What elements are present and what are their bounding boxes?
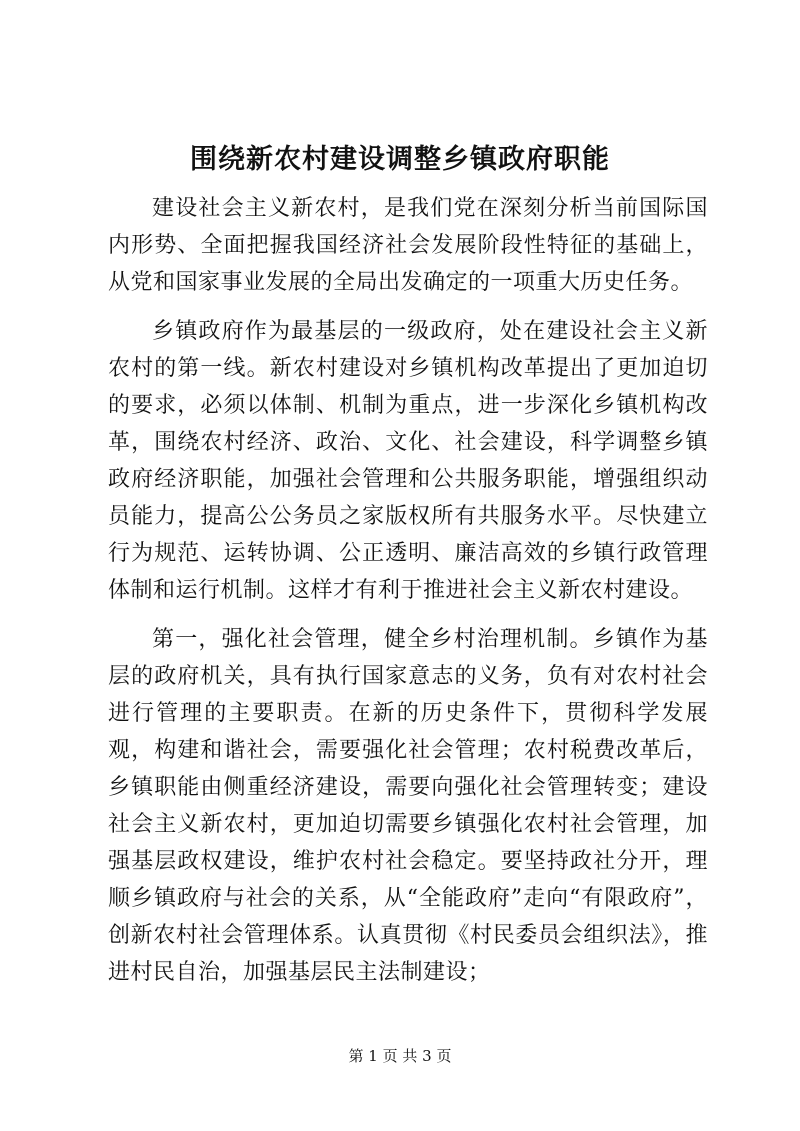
paragraph-1: 建设社会主义新农村，是我们党在深刻分析当前国际国内形势、全面把握我国经济社会发展阶段性特征的基础上，从党和国家事业发展的全局出发确定的一项重大历史任务。	[108, 196, 708, 295]
document-title: 围绕新农村建设调整乡镇政府职能	[190, 144, 610, 175]
page-footer: 第 1 页 共 3 页	[348, 1047, 452, 1065]
document-body	[108, 190, 708, 1003]
paragraph-3: 第一，强化社会管理，健全乡村治理机制。乡镇作为基层的政府机关，具有执行国家意志的义务，负有对农村社会进行管理的主要职责。在新的历史条件下，贯彻科学发展观，构建和谐社会，需要强化社会管理；农村税费改革后，乡镇职能由侧重经济建设，需要向强化社会管理转变；建设社会主义新农村，更加迫切需要乡镇强化农村社会管理，加强基层政权建设，维护农村社会稳定。要坚持政社分开，理顺乡镇政府与社会的关系，从“全能政府”走向“有限政府”，创新农村社会管理体系。认真贯彻《村民委员会组织法》，推进村民自治，加强基层民主法制建设；	[108, 627, 708, 985]
paragraph-2: 乡镇政府作为最基层的一级政府，处在建设社会主义新农村的第一线。新农村建设对乡镇机构改革提出了更加迫切的要求，必须以体制、机制为重点，进一步深化乡镇机构改革，围绕农村经济、政治、文化、社会建设，科学调整乡镇政府经济职能，加强社会管理和公共服务职能，增强组织动员能力，提高公公务员之家版权所有共服务水平。尽快建立行为规范、运转协调、公正透明、廉洁高效的乡镇行政管理体制和运行机制。这样才有利于推进社会主义新农村建设。	[108, 319, 708, 603]
